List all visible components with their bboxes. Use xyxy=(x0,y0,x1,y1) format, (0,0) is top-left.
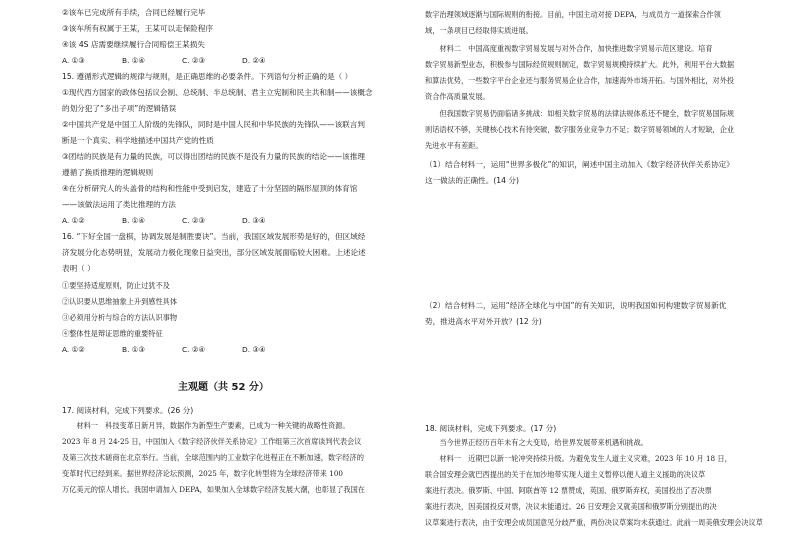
material-text-line: 先进水平有差距。 xyxy=(425,141,483,150)
q17-material-line: 万亿美元的惊人增长。我国申请加入 DEPA，如果加入全球数字经济发展大潮，也彰显了我国在 xyxy=(62,485,365,494)
q16-option-b[interactable]: B. ①③ xyxy=(122,345,146,354)
q17-material-line: 变革时代已经到来。据世界经济论坛预测，2025 年，数字化转型将为全球经济带来 100 xyxy=(62,469,343,478)
q15-stem: 15. 遵循形式逻辑的规律与规则，是正确思维的必要条件。下列语句分析正确的是（ ） xyxy=(62,72,353,81)
q16-stem: 16. “下好全国一盘棋，协调发展是制胜要诀”。当前，我国区域发展形势是好的，但区域经 xyxy=(62,232,366,241)
q15-line: 遵循了换质推理的逻辑规则 xyxy=(62,168,154,177)
q16-option-d[interactable]: D. ③④ xyxy=(242,345,266,354)
q15-options xyxy=(62,216,302,225)
material-text-line: 材料二 中国高度重视数字贸易发展与对外合作，加快推进数字贸易示范区建设。培育 xyxy=(425,44,713,53)
q14-option-a[interactable]: A. ①③ xyxy=(62,56,85,65)
q16-option-c[interactable]: C. ②④ xyxy=(182,345,206,354)
q15-option-b[interactable]: B. ①④ xyxy=(122,216,146,225)
q16-option-a[interactable]: A. ①② xyxy=(62,345,85,354)
q16-statement-2: ②认识要从思维抽象上升到感性具体 xyxy=(62,297,178,306)
q18-material-line: 案进行表决，因美国投反对票，决议未能通过。26 日安理会又就美国和俄罗斯分别提出的决 xyxy=(425,502,717,511)
q14-statement-3: ③该车所有权属于王某，王某可以走保险程序 xyxy=(62,24,214,33)
q15-line: ④在分析研究人的头盖骨的结构和性能中受到启发，建造了十分坚固的隔形屋顶的体育馆 xyxy=(62,184,358,193)
material-text-line: 但我国数字贸易仍面临诸多挑战：如相关数字贸易的法律法规体系还不健全，数字贸易国际规 xyxy=(425,109,735,118)
material-text-line: 数字治理领域逐渐与国际规则的衔接。目前，中国主动对接 DEPA，与成员方一道探索合作领 xyxy=(425,10,721,19)
q16-options xyxy=(62,345,302,354)
q18-material-line: 当今世界正经历百年未有之大变局，给世界发展带来机遇和挑战。 xyxy=(425,438,648,447)
q14-option-c[interactable]: C. ②③ xyxy=(182,56,206,65)
q17-material-line: 材料一 科技变革日新月异，数据作为新型生产要素，已成为一种关键的战略性资源。 xyxy=(62,421,350,430)
q18-material-line: 议草案进行表决，由于安理会成员国意见分歧严重，两份决议草案均未获通过。此前一周美俄安理会决议草 xyxy=(425,518,763,527)
q14-option-d[interactable]: D. ②④ xyxy=(242,56,266,65)
q15-line: ①现代西方国家的政体包括议会制、总统制、半总统制、君主立宪制和民主共和制——该概念 xyxy=(62,88,373,97)
material-text-line: 域，一条项目已经取得实质进展。 xyxy=(425,26,533,35)
material-text-line: 和算法优势，一些数字平台企业还与服务贸易企业合作，加速海外市场开拓。与国外相比，对外投 xyxy=(425,76,735,85)
q17-material-line: 及第三次技术磋商在北京举行。当前，全球范围内的工业数字化进程正在不断加速，数字经济的 xyxy=(62,453,364,462)
q14-options xyxy=(62,56,302,65)
q16-line: 表明（ ） xyxy=(62,264,95,273)
q17-header: 17. 阅读材料，完成下列要求。(26 分) xyxy=(62,406,194,415)
q16-statement-3: ③必须用分析与综合的方法认识事物 xyxy=(62,313,178,322)
material-text-line: 数字贸易新型业态，积极参与国际经贸规则制定，数字贸易规模持续扩大。此外，利用平台大数据 xyxy=(425,60,735,69)
q14-option-b[interactable]: B. ①④ xyxy=(122,56,146,65)
q15-line: ③团结的民族是有力量的民族，可以得出团结的民族不是没有力量的民族的结论——该推理 xyxy=(62,152,365,161)
q14-statement-2: ②该车已完成所有手续，合同已经履行完毕 xyxy=(62,8,206,17)
q14-statement-4: ④该 4S 店需要继续履行合同赔偿王某损失 xyxy=(62,40,205,49)
q15-line: 的划分犯了“多出子项”的逻辑错误 xyxy=(62,104,177,113)
material-text-line: 则话语权不够，关键核心技术有待突破，数字服务业竞争力不足；数字贸易领域的人才短缺，企业 xyxy=(425,125,735,134)
q17-part2-cont: 势，推进高水平对外开放？(12 分) xyxy=(425,317,542,326)
q18-material-line: 材料一 近期巴以新一轮冲突持续升级。为避免发生人道主义灾难，2023 年 10 月 18 日， xyxy=(425,454,732,463)
q15-option-a[interactable]: A. ①② xyxy=(62,216,85,225)
q15-option-d[interactable]: D. ③④ xyxy=(242,216,266,225)
q18-material-line: 联合国安理会就巴西提出的关于在加沙地带实现人道主义暂停以便人道主义援助的决议草 xyxy=(425,470,706,479)
section-title: 主观题（共 52 分） xyxy=(178,382,269,393)
q15-line: ②中国共产党是中国工人阶级的先锋队，同时是中国人民和中华民族的先锋队——该联言判 xyxy=(62,120,365,129)
q16-statement-1: ①要坚持适度原则，防止过犹不及 xyxy=(62,281,170,290)
q17-material-line: 2023 年 8 月 24-25 日，中国加入《数字经济伙伴关系协定》工作组第三次首席谈判代表会议 xyxy=(62,437,362,446)
q17-part1: （1）结合材料一，运用“世界多极化”的知识，阐述中国主动加入《数字经济伙伴关系协定》 xyxy=(425,160,734,169)
q16-line: 济发展分化态势明显，发展动力极化现象日益突出，部分区域发展面临较大困难。上述论述 xyxy=(62,248,366,257)
q18-header: 18. 阅读材料，完成下列要求。(17 分) xyxy=(425,424,557,433)
q15-option-c[interactable]: C. ②③ xyxy=(182,216,206,225)
q18-material-line: 案进行表决。俄罗斯、中国、阿联酋等 12 票赞成，英国、俄罗斯弃权，美国投出了否决票 xyxy=(425,486,712,495)
material-text-line: 资合作高质量发展。 xyxy=(425,92,490,101)
q17-part2: （2）结合材料二，运用“经济全球化与中国”的有关知识，说明我国如何构建数字贸易新优 xyxy=(425,301,727,310)
q17-part1-cont: 这一做法的正确性。(14 分) xyxy=(425,176,519,185)
q15-line: 断是一个真实、科学地描述中国共产党的性质 xyxy=(62,136,214,145)
q16-statement-4: ④整体性是辩证思维的重要特征 xyxy=(62,329,163,338)
q15-line: ——该做法运用了类比推理的方法 xyxy=(62,200,176,209)
